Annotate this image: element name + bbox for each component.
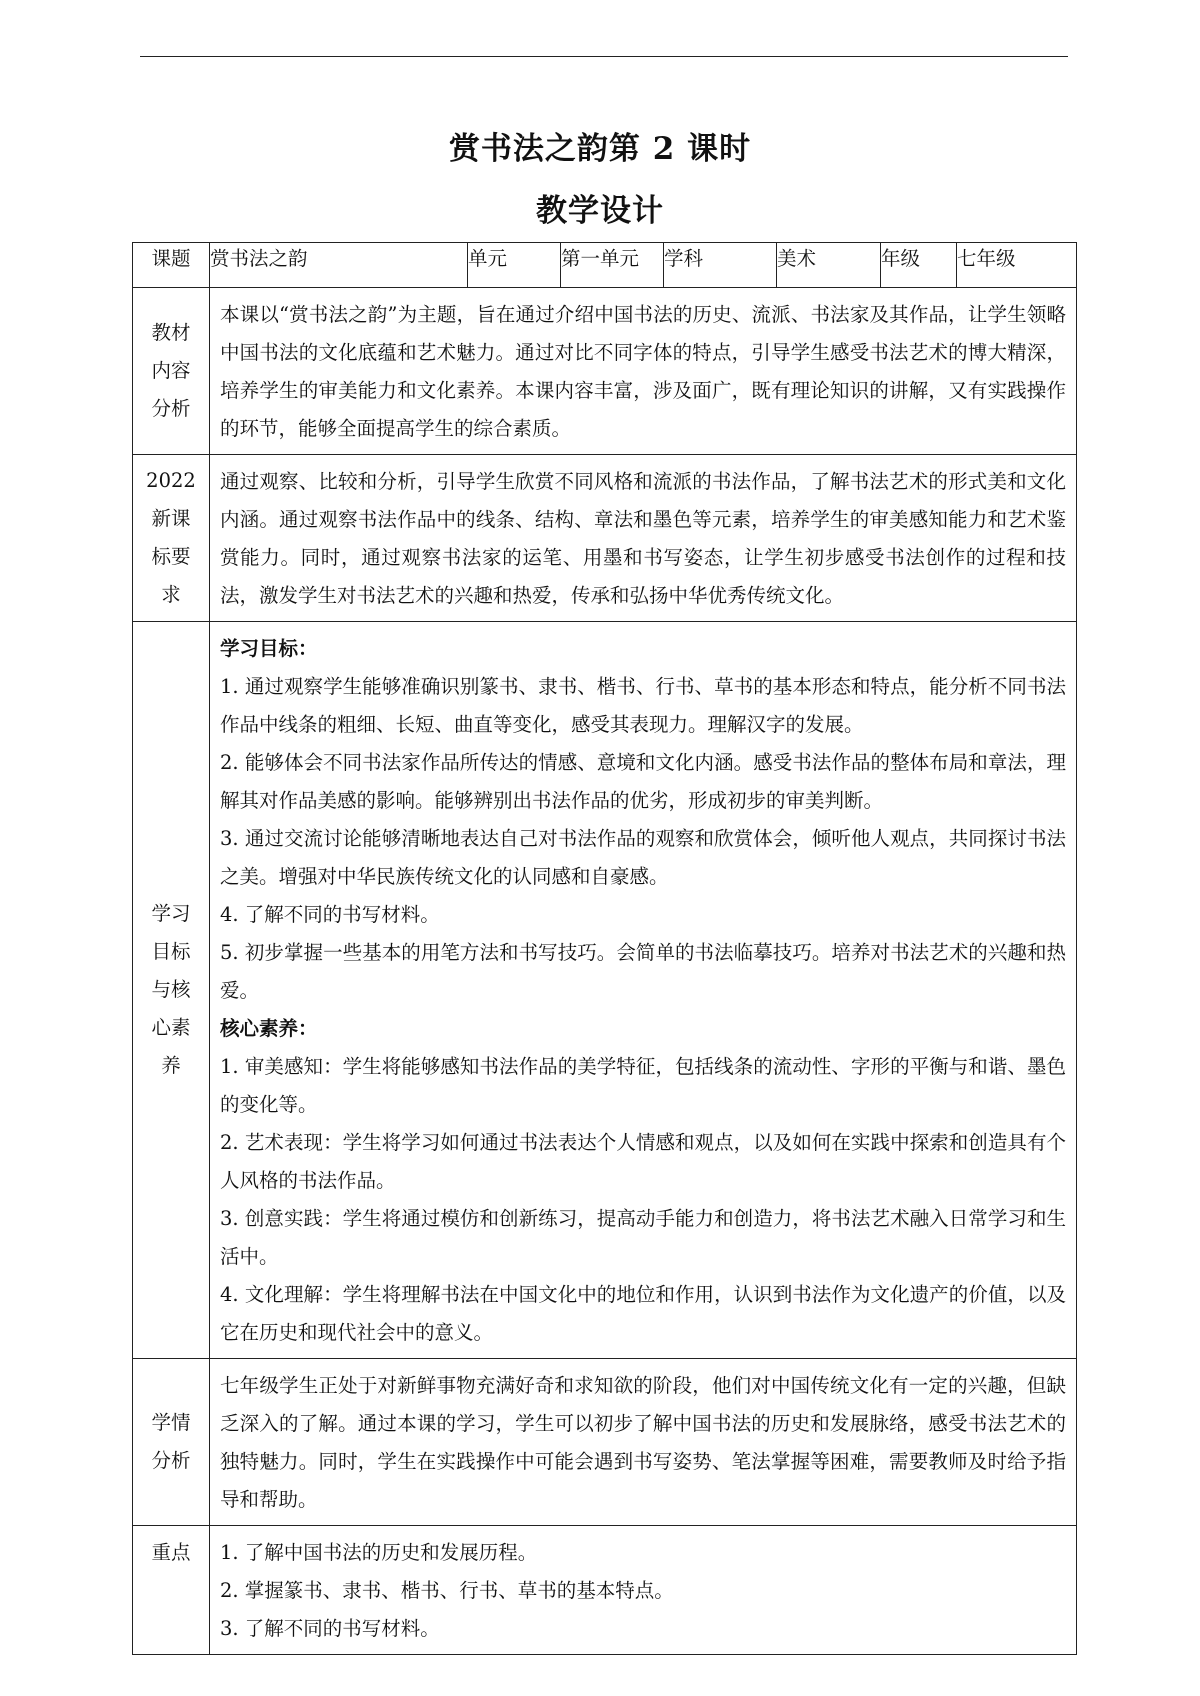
- goal-item: 3. 通过交流讨论能够清晰地表达自己对书法作品的观察和欣赏体会，倾听他人观点，共同探讨书法之美。增强对中华民族传统文化的认同感和自豪感。: [220, 827, 1066, 888]
- core-item: 4. 文化理解：学生将理解书法在中国文化中的地位和作用，认识到书法作为文化遗产的价值，以及它在历史和现代社会中的意义。: [220, 1283, 1066, 1344]
- goal-item: 1. 通过观察学生能够准确识别篆书、隶书、楷书、行书、草书的基本形态和特点，能分析不同书法作品中线条的粗细、长短、曲直等变化，感受其表现力。理解汉字的发展。: [220, 675, 1066, 736]
- curriculum-standard-row: [133, 455, 1077, 622]
- material-analysis-label: 教材内容分析: [133, 288, 210, 455]
- material-analysis-row: [133, 288, 1077, 455]
- unit-value: 第一单元: [561, 243, 664, 288]
- topic-value: 赏书法之韵: [210, 243, 468, 288]
- document-title: 赏书法之韵第 2 课时: [448, 131, 752, 167]
- keypoints-label: 重点: [133, 1526, 210, 1655]
- goals-heading: 学习目标：: [220, 637, 318, 660]
- goals-content: [210, 622, 1077, 1359]
- student-analysis-label: 学情分析: [133, 1359, 210, 1526]
- keypoint-item: 2. 掌握篆书、隶书、楷书、行书、草书的基本特点。: [220, 1579, 674, 1602]
- material-analysis-text: 本课以“赏书法之韵”为主题，旨在通过介绍中国书法的历史、流派、书法家及其作品，让学生领略中国书法的文化底蕴和艺术魅力。通过对比不同字体的特点，引导学生感受书法艺术的博大精深，培养学生的审美能力和文化素养。本课内容丰富，涉及面广，既有理论知识的讲解，又有实践操作的环节，能够全面提高学生的综合素质。: [210, 288, 1077, 455]
- goal-item: 4. 了解不同的书写材料。: [220, 903, 440, 926]
- core-item: 1. 审美感知：学生将能够感知书法作品的美学特征，包括线条的流动性、字形的平衡与和谐、墨色的变化等。: [220, 1055, 1066, 1116]
- topic-label: 课题: [133, 243, 210, 288]
- keypoints-content: [210, 1526, 1077, 1655]
- core-item: 3. 创意实践：学生将通过模仿和创新练习，提高动手能力和创造力，将书法艺术融入日常学习和生活中。: [220, 1207, 1066, 1268]
- core-heading: 核心素养：: [220, 1017, 318, 1040]
- goal-item: 5. 初步掌握一些基本的用笔方法和书写技巧。会简单的书法临摹技巧。培养对书法艺术的兴趣和热爱。: [220, 941, 1066, 1002]
- curriculum-standard-text: 通过观察、比较和分析，引导学生欣赏不同风格和流派的书法作品，了解书法艺术的形式美和文化内涵。通过观察书法作品中的线条、结构、章法和墨色等元素，培养学生的审美感知能力和艺术鉴赏能力。同时，通过观察书法家的运笔、用墨和书写姿态，让学生初步感受书法创作的过程和技法，激发学生对书法艺术的兴趣和热爱，传承和弘扬中华优秀传统文化。: [210, 455, 1077, 622]
- document-subtitle: 教学设计: [536, 193, 664, 229]
- subject-label: 学科: [664, 243, 777, 288]
- student-analysis-row: [133, 1359, 1077, 1526]
- student-analysis-text: 七年级学生正处于对新鲜事物充满好奇和求知欲的阶段，他们对中国传统文化有一定的兴趣，但缺乏深入的了解。通过本课的学习，学生可以初步了解中国书法的历史和发展脉络，感受书法艺术的独特魅力。同时，学生在实践操作中可能会遇到书写姿势、笔法掌握等困难，需要教师及时给予指导和帮助。: [210, 1359, 1077, 1526]
- goals-label: 学习目标与核心素养: [133, 622, 210, 1359]
- header-row: [133, 243, 1077, 288]
- grade-label: 年级: [881, 243, 957, 288]
- header-rule: [140, 56, 1068, 57]
- keypoints-row: [133, 1526, 1077, 1655]
- unit-label: 单元: [468, 243, 561, 288]
- keypoint-item: 3. 了解不同的书写材料。: [220, 1617, 440, 1640]
- core-item: 2. 艺术表现：学生将学习如何通过书法表达个人情感和观点，以及如何在实践中探索和创造具有个人风格的书法作品。: [220, 1131, 1066, 1192]
- keypoint-item: 1. 了解中国书法的历史和发展历程。: [220, 1541, 538, 1564]
- goals-row: [133, 622, 1077, 1359]
- lesson-plan-table: [132, 242, 1077, 1655]
- grade-value: 七年级: [957, 243, 1077, 288]
- goal-item: 2. 能够体会不同书法家作品所传达的情感、意境和文化内涵。感受书法作品的整体布局和章法，理解其对作品美感的影响。能够辨别出书法作品的优劣，形成初步的审美判断。: [220, 751, 1066, 812]
- curriculum-standard-label: 2022新课标要求: [133, 455, 210, 622]
- subject-value: 美术: [777, 243, 881, 288]
